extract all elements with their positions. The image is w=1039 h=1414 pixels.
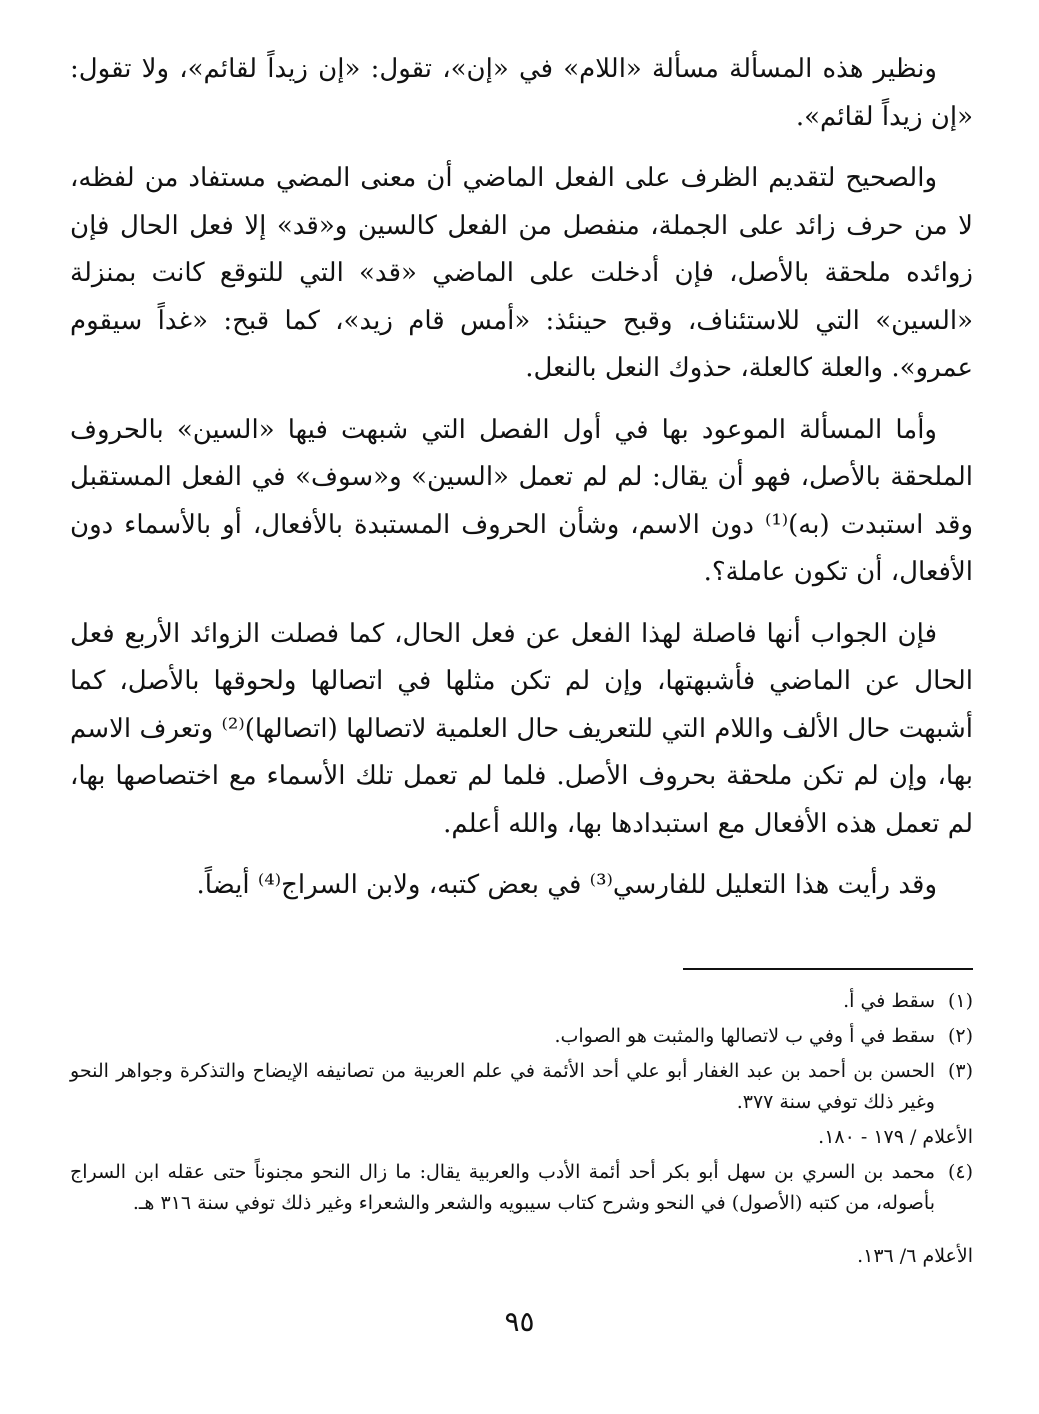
footnote-text: الحسن بن أحمد بن عبد الغفار أبو علي أحد الأئمة في علم العربية من تصانيفه الإيضاح والتذكرة وجواهر النحو وغير ذلك توفي سنة ٣٧٧. [70, 1059, 935, 1113]
footnote-reference: الأعلام / ١٧٩ - ١٨٠. [818, 1125, 973, 1148]
footnotes [70, 986, 973, 1272]
footnote [70, 1157, 973, 1219]
footnote [70, 986, 973, 1017]
page-number: ٩٥ [504, 1305, 535, 1338]
body-paragraph: فإن الجواب أنها فاصلة لهذا الفعل عن فعل الحال، كما فصلت الزوائد الأربع فعل الحال عن الماضي فأشبهتها، وإن لم تكن مثلها في اتصالها ولحوقها بالأصل، كما أشبهت حال الألف واللام التي للتعريف حال العلمية لاتصالها (اتصالها)⁽²⁾ وتعرف الاسم بها، وإن لم تكن ملحقة بحروف الأصل. فلما لم تعمل تلك الأسماء مع اختصاصها بها، لم تعمل هذه الأفعال مع استبدادها بها، والله أعلم. [70, 618, 973, 839]
body-paragraph: ونظير هذه المسألة مسألة «اللام» في «إن»، تقول: «إن زيداً لقائم»، ولا تقول: «إن زيداً لقائم». [70, 54, 973, 132]
footnote-separator [683, 968, 973, 970]
footnote-reference: الأعلام ٦/ ١٣٦. [857, 1244, 973, 1267]
body-paragraph: والصحيح لتقديم الظرف على الفعل الماضي أن معنى المضي مستفاد من لفظه، لا من حرف زائد على الجملة، منفصل من الفعل كالسين و«قد» إلا فعل الحال فإن زوائده ملحقة بالأصل، فإن أدخلت على الماضي «قد» التي للتوقع كانت بمنزلة «السين» التي للاستئناف، وقبح حينئذ: «أمس قام زيد»، كما قبح: «غداً سيقوم عمرو». والعلة كالعلة، حذوك النعل بالنعل. [70, 163, 973, 383]
book-page [70, 46, 973, 1376]
footnote-text: سقط في أ. [843, 989, 935, 1012]
footnote-number: (٤) [947, 1160, 973, 1183]
footnote-text: محمد بن السري بن سهل أبو بكر أحد أئمة الأدب والعربية يقال: ما زال النحو مجنوناً حتى عقله ابن السراج بأصوله، من كتبه (الأصول) في النحو وشرح كتاب سيبويه والشعر والشعراء وغير ذلك توفي سنة ٣١٦ هـ. [70, 1160, 935, 1214]
footnote-number: (١) [947, 989, 973, 1012]
body-paragraph: وقد رأيت هذا التعليل للفارسي⁽³⁾ في بعض كتبه، ولابن السراج⁽⁴⁾ أيضاً. [196, 870, 937, 900]
footnote-text: سقط في أ وفي ب لاتصالها والمثبت هو الصواب. [554, 1024, 935, 1047]
footnote-number: (٣) [947, 1059, 973, 1082]
body-paragraph: وأما المسألة الموعود بها في أول الفصل التي شبهت فيها «السين» بالحروف الملحقة بالأصل، فهو أن يقال: لم لم تعمل «السين» و«سوف» في الفعل المستقبل وقد استبدت (به)⁽¹⁾ دون الاسم، وشأن الحروف المستبدة بالأفعال، أو بالأسماء دون الأفعال، أن تكون عاملة؟. [70, 414, 973, 587]
footnote-number: (٢) [947, 1024, 973, 1047]
footnote [70, 1056, 973, 1118]
footnote [70, 1021, 973, 1052]
